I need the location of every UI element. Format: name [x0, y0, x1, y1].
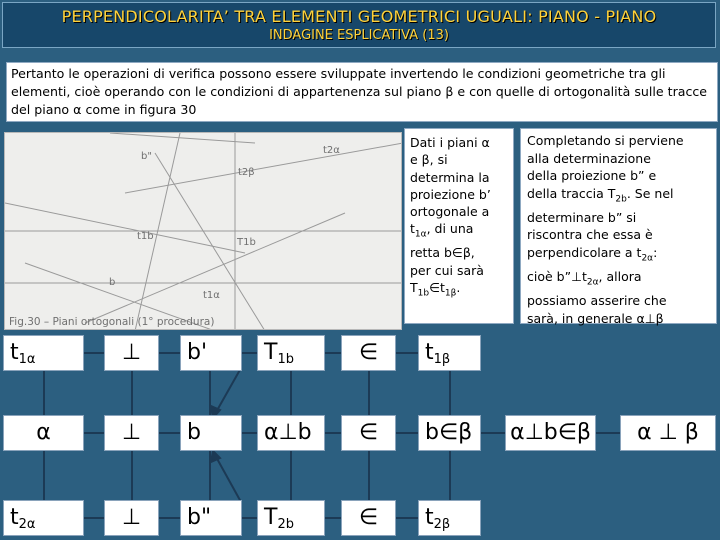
dati-line-8: per cui sarà — [410, 262, 484, 278]
cell-r2-alpha: α — [3, 415, 84, 451]
compl-line-10: sarà, in generale α⊥β — [527, 310, 664, 326]
dati-line-9: $T_{1b}\in t_{1\beta}$. — [410, 279, 461, 299]
label-t1b-upper: T1b — [237, 237, 256, 248]
figure-30 — [4, 132, 402, 330]
compl-line-4: della traccia $T_{2b}$. Se nel — [527, 185, 674, 205]
line-t2a — [110, 133, 255, 143]
compl-line-9: possiamo asserire che — [527, 293, 667, 309]
line-t1b — [5, 203, 245, 253]
label-t2a: t2α — [323, 145, 340, 156]
cell-r3-perp: ⊥ — [104, 500, 159, 536]
intro-paragraph: Pertanto le operazioni di verifica possono essere sviluppate invertendo le condizioni geometriche tra gli elementi, cioè operando con le condizioni di appartenenza sul piano β e con quelle di ortogonalità sulle tracce del piano α come in figura 30 — [6, 62, 718, 122]
cell-r1-b1: b' — [180, 335, 242, 371]
figure-drawing — [5, 133, 402, 330]
dati-line-1: Dati i piani α — [410, 135, 490, 150]
dati-line-7: retta b∈β, — [410, 245, 475, 261]
dati-line-3: determina la — [410, 169, 490, 185]
label-b: b — [109, 277, 116, 288]
figure-caption: Fig.30 – Piani ortogonali (1° procedura) — [9, 316, 215, 328]
cell-r2-in: ∈ — [341, 415, 396, 451]
dati-line-2: e β, si — [410, 152, 448, 168]
compl-line-5: determinare b” si — [527, 209, 637, 225]
cell-r3-t2b: $t_{2\beta}$ — [418, 500, 481, 536]
slide-subtitle: INDAGINE ESPLICATIVA (13) — [269, 28, 449, 43]
cell-r2-combined: α⊥b∈β — [505, 415, 596, 451]
cell-r1-T1b: $T_{1b}$ — [257, 335, 325, 371]
given-planes-box — [404, 128, 514, 324]
completion-box — [520, 128, 717, 324]
label-t2b: t2β — [238, 167, 255, 178]
label-b2: b" — [141, 151, 152, 162]
line-b1 — [85, 213, 345, 323]
slide-title: PERPENDICOLARITA’ TRA ELEMENTI GEOMETRICI UGUALI: PIANO - PIANO — [61, 7, 657, 26]
compl-line-6: riscontra che essa è — [527, 227, 653, 243]
cell-r2-b: b — [180, 415, 242, 451]
compl-line-8: cioè $b”\perp t_{2\alpha}$, allora — [527, 269, 642, 288]
compl-line-7: perpendicolare a $t_{2\alpha}$: — [527, 245, 658, 264]
dati-line-6: $t_{1\alpha}$, di una — [410, 221, 474, 240]
label-t1a: t1α — [203, 290, 220, 301]
label-t1b: t1b — [137, 231, 154, 242]
compl-line-1: Completando si perviene — [527, 133, 684, 148]
cell-r2-perp: ⊥ — [104, 415, 159, 451]
dati-line-4: proiezione b’ — [410, 186, 491, 202]
cell-r1-t1b: $t_{1\beta}$ — [418, 335, 481, 371]
cell-r1-perp: ⊥ — [104, 335, 159, 371]
cell-r1-t1a: $t_{1\alpha}$ — [3, 335, 84, 371]
compl-line-2: alla determinazione — [527, 150, 651, 166]
cell-r2-b-in-beta: b∈β — [418, 415, 481, 451]
cell-r3-in: ∈ — [341, 500, 396, 536]
cell-r2-conclusion: α ⊥ β — [620, 415, 716, 451]
cell-r3-t2a: $t_{2\alpha}$ — [3, 500, 84, 536]
compl-line-3: della proiezione b” e — [527, 168, 657, 184]
cell-r3-T2b: $T_{2b}$ — [257, 500, 325, 536]
dati-line-5: ortogonale a — [410, 204, 490, 220]
title-bar — [2, 2, 716, 48]
cell-r2-alpha-perp-b: α⊥b — [257, 415, 325, 451]
line-t2b — [125, 143, 402, 193]
cell-r3-b2: b" — [180, 500, 242, 536]
cell-r1-in: ∈ — [341, 335, 396, 371]
